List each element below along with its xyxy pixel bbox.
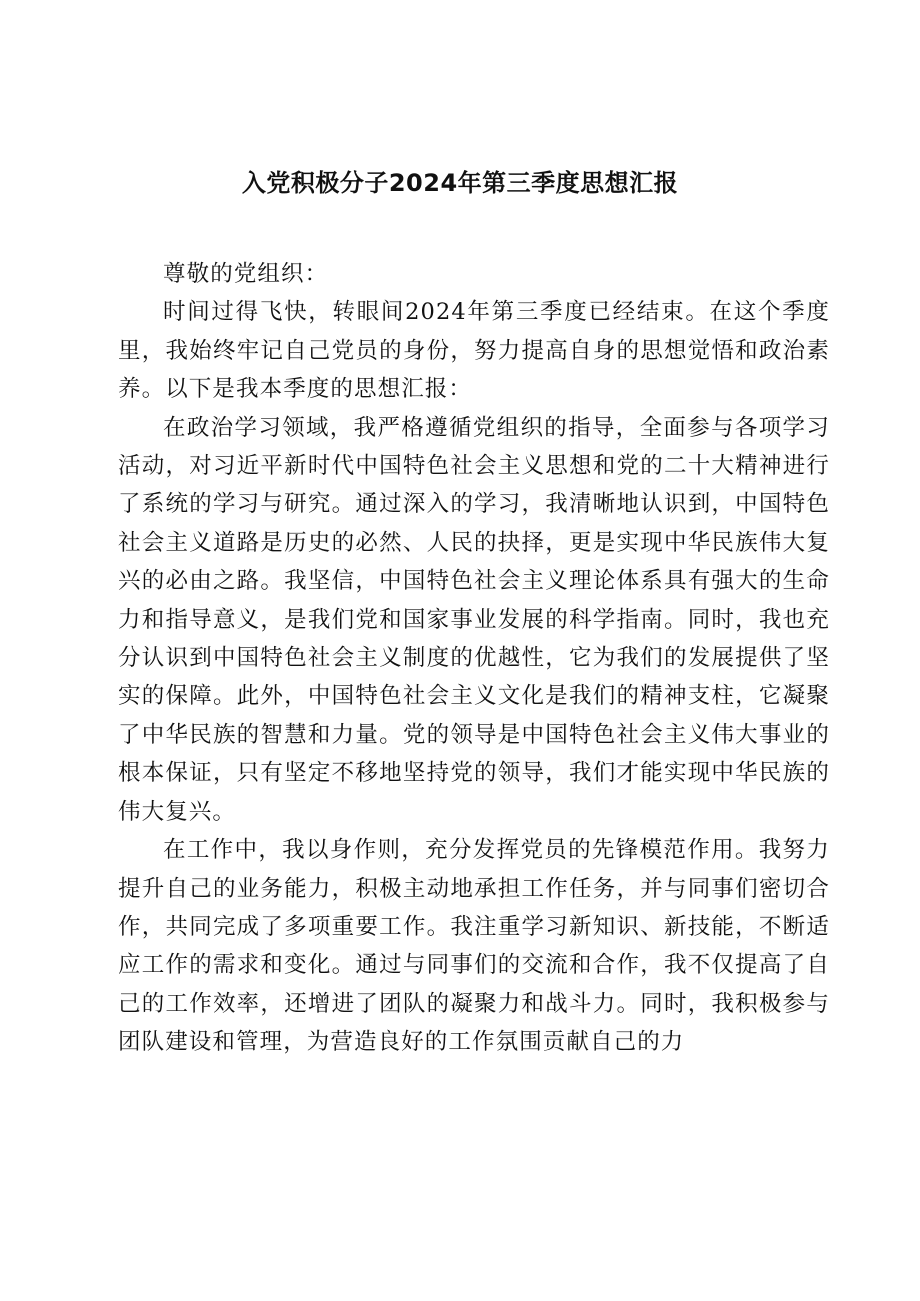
salutation: 尊敬的党组织： <box>163 261 329 287</box>
paragraph-political-study: 在政治学习领域，我严格遵循党组织的指导，全面参与各项学习活动，对习近平新时代中国特色社会主义思想和党的二十大精神进行了系统的学习与研究。通过深入的学习，我清晰地认识到，中国特色社会主义道路是历史的必然、人民的抉择，更是实现中华民族伟大复兴的必由之路。我坚信，中国特色社会主义理论体系具有强大的生命力和指导意义，是我们党和国家事业发展的科学指南。同时，我也充分认识到中国特色社会主义制度的优越性，它为我们的发展提供了坚实的保障。此外，中国特色社会主义文化是我们的精神支柱，它凝聚了中华民族的智慧和力量。党的领导是中国特色社会主义伟大事业的根本保证，只有坚定不移地坚持党的领导，我们才能实现中华民族的伟大复兴。 <box>118 414 830 825</box>
paragraph-intro: 时间过得飞快，转眼间2024年第三季度已经结束。在这个季度里，我始终牢记自己党员的身份，努力提高自身的思想觉悟和政治素养。以下是我本季度的思想汇报： <box>118 299 830 403</box>
document-body <box>118 255 830 1062</box>
paragraph-work: 在工作中，我以身作则，充分发挥党员的先锋模范作用。我努力提升自己的业务能力，积极主动地承担工作任务，并与同事们密切合作，共同完成了多项重要工作。我注重学习新知识、新技能，不断适应工作的需求和变化。通过与同事们的交流和合作，我不仅提高了自己的工作效率，还增进了团队的凝聚力和战斗力。同时，我积极参与团队建设和管理，为营造良好的工作氛围贡献自己的力 <box>118 837 830 1056</box>
document-title: 入党积极分子2024年第三季度思想汇报 <box>241 169 679 197</box>
